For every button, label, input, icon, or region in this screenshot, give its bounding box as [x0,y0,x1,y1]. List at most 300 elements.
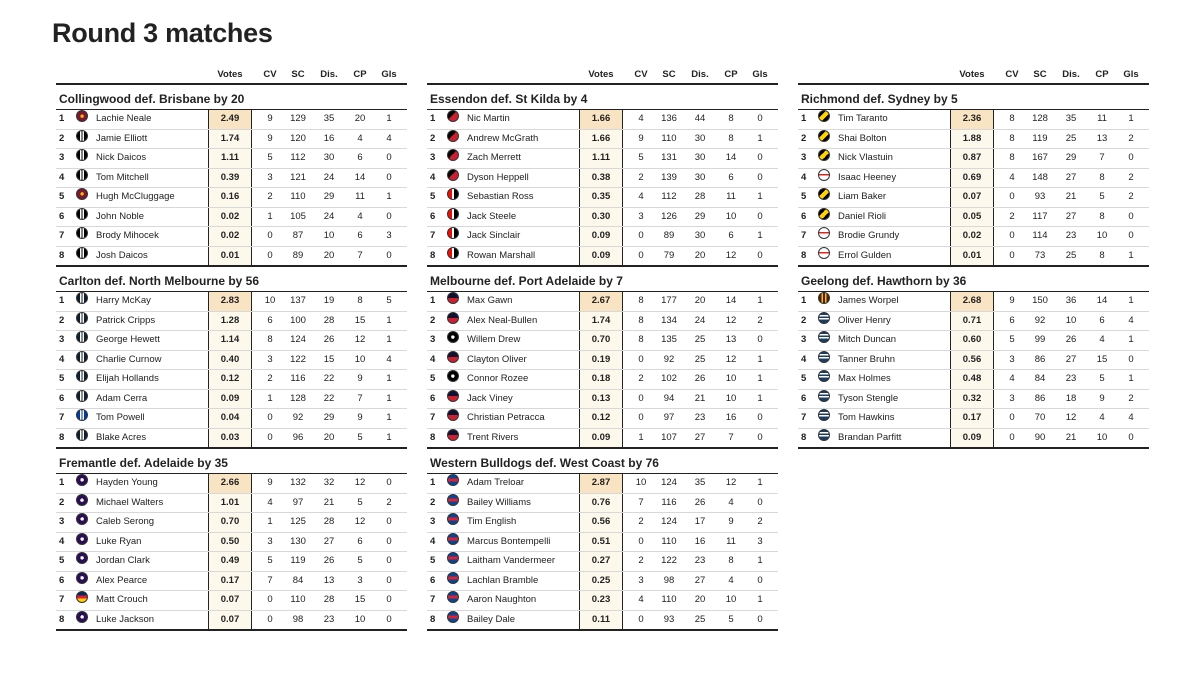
st-kilda-logo-icon [447,227,459,239]
stat-cp: 10 [354,613,366,625]
table-row [798,130,1149,150]
player-name: Nic Martin [467,113,510,124]
rank: 2 [430,314,436,326]
stat-cv: 1 [267,516,273,527]
table-row [798,331,1149,351]
stat-cp: 10 [1096,431,1108,443]
match-title: Western Bulldogs def. West Coast by 76 [427,453,778,474]
table-row [56,611,407,632]
fremantle-logo-icon [76,533,88,545]
stat-cp: 7 [357,249,363,261]
geelong-logo-icon [818,370,830,382]
stat-cp: 10 [725,210,737,222]
rank: 3 [430,152,436,163]
stat-cv: 9 [267,113,273,124]
table-row [427,149,778,169]
stat-cv: 8 [638,295,644,306]
stat-gls: 2 [1128,171,1134,183]
stat-cv: 3 [638,574,644,586]
table-row [56,130,407,150]
player-name: Nick Daicos [96,152,147,163]
table-row [798,429,1149,450]
column-header [798,62,1149,85]
stat-cv: 0 [638,613,644,625]
stat-dis: 27 [694,431,706,443]
header-gls: Gls [1123,69,1139,80]
port-adelaide-logo-icon [447,370,459,382]
stat-cv: 8 [267,334,273,345]
stat-gls: 0 [386,249,392,261]
rank: 4 [430,535,436,547]
rank: 4 [59,171,65,183]
collingwood-logo-icon [76,149,88,161]
stat-cp: 8 [1099,210,1105,222]
stat-cp: 20 [354,113,366,124]
stat-cv: 3 [267,171,273,183]
table-row [427,312,778,332]
stat-gls: 0 [757,496,763,508]
stat-sc: 107 [661,431,677,443]
stat-dis: 25 [694,613,706,625]
rank: 6 [430,392,436,404]
match-title: Richmond def. Sydney by 5 [798,89,1149,110]
stat-sc: 97 [292,496,304,508]
player-name: Rowan Marshall [467,249,536,261]
table-row [56,331,407,351]
rank: 4 [801,171,807,183]
player-name: Max Gawn [467,295,513,306]
stat-cv: 0 [638,249,644,261]
stat-votes: 0.76 [591,496,611,508]
fremantle-logo-icon [76,611,88,623]
rank: 3 [801,334,807,345]
stat-dis: 30 [323,152,335,163]
player-name: Lachie Neale [96,113,152,124]
table-row [798,409,1149,429]
table-row [427,169,778,189]
table-row [56,591,407,611]
table-row [427,390,778,410]
rank: 2 [801,314,807,326]
stat-dis: 10 [1065,314,1077,326]
stat-cp: 14 [725,295,737,306]
match-column [427,62,778,631]
stat-cv: 4 [1009,373,1015,384]
stat-votes: 2.87 [591,477,611,488]
stat-sc: 90 [1034,431,1046,443]
stat-votes: 2.66 [220,477,240,488]
player-name: Josh Daicos [96,249,148,261]
carlton-logo-icon [76,312,88,324]
stat-gls: 0 [386,535,392,547]
stat-dis: 25 [694,353,706,365]
header-sc: SC [662,69,676,80]
player-name: Harry McKay [96,295,151,306]
stat-votes: 1.01 [220,496,240,508]
stat-dis: 15 [323,353,335,365]
stat-cp: 12 [354,477,366,488]
player-name: James Worpel [838,295,899,306]
stat-votes: 0.39 [220,171,240,183]
player-name: Luke Jackson [96,613,155,625]
stat-cv: 0 [638,392,644,404]
stat-sc: 102 [661,373,677,384]
player-name: Trent Rivers [467,431,519,443]
match-title: Essendon def. St Kilda by 4 [427,89,778,110]
st-kilda-logo-icon [447,188,459,200]
stat-votes: 0.04 [220,412,240,423]
rank: 7 [430,230,436,241]
stat-gls: 0 [757,152,763,163]
stat-votes: 0.01 [220,249,240,261]
match-table [427,89,778,267]
rank: 1 [430,477,436,488]
stat-gls: 1 [1128,249,1134,261]
stat-cv: 0 [638,412,644,423]
rank: 6 [801,210,807,222]
player-name: Adam Treloar [467,477,525,488]
stat-cp: 14 [1096,295,1108,306]
stat-votes: 0.02 [220,210,240,222]
stat-cv: 4 [638,113,644,124]
stat-dis: 23 [1065,230,1077,241]
stat-votes: 1.11 [592,152,610,163]
table-row [427,611,778,632]
table-row [798,390,1149,410]
western-bulldogs-logo-icon [447,552,459,564]
stat-sc: 92 [1034,314,1046,326]
stat-votes: 0.48 [962,373,982,384]
stat-votes: 0.30 [591,210,611,222]
stat-cv: 1 [638,431,644,443]
hawthorn-logo-icon [818,292,830,304]
stat-gls: 0 [1128,353,1134,365]
stat-cp: 15 [354,594,366,605]
stat-cv: 9 [638,132,644,144]
stat-gls: 0 [757,334,763,345]
stat-dis: 28 [323,314,335,326]
carlton-logo-icon [76,370,88,382]
stat-votes: 0.60 [962,334,982,345]
stat-gls: 1 [386,392,392,404]
richmond-logo-icon [818,208,830,220]
stat-votes: 0.03 [220,431,240,443]
stat-gls: 1 [757,594,763,605]
rank: 8 [801,249,807,261]
stat-cv: 7 [638,496,644,508]
geelong-logo-icon [818,331,830,343]
rank: 2 [430,132,436,144]
table-row [798,208,1149,228]
stat-cv: 3 [1009,392,1015,404]
stat-cp: 6 [728,171,734,183]
stat-cv: 2 [638,373,644,384]
collingwood-logo-icon [76,208,88,220]
stat-cp: 10 [725,392,737,404]
rank: 5 [59,373,65,384]
stat-cv: 2 [638,555,644,566]
rank: 8 [430,431,436,443]
rank: 2 [59,496,65,508]
stat-cv: 0 [267,594,273,605]
rank: 6 [430,574,436,586]
match-table [427,271,778,449]
stat-cp: 8 [357,295,363,306]
fremantle-logo-icon [76,552,88,564]
header-sc: SC [291,69,305,80]
stat-votes: 0.18 [591,373,611,384]
stat-dis: 22 [323,392,335,404]
sydney-logo-icon [818,247,830,259]
rank: 4 [430,353,436,365]
essendon-logo-icon [447,110,459,122]
stat-sc: 128 [290,392,306,404]
player-name: Tim Taranto [838,113,888,124]
stat-votes: 1.28 [220,314,240,326]
stat-gls: 2 [1128,392,1134,404]
stat-cv: 3 [638,210,644,222]
stat-dis: 29 [694,210,706,222]
stat-cp: 6 [357,535,363,547]
stat-cv: 4 [1009,171,1015,183]
stat-gls: 1 [386,191,392,202]
fremantle-logo-icon [76,513,88,525]
adelaide-logo-icon [76,591,88,603]
match-title: Fremantle def. Adelaide by 35 [56,453,407,474]
table-row [56,474,407,494]
player-name: Nick Vlastuin [838,152,893,163]
stat-gls: 0 [386,477,392,488]
st-kilda-logo-icon [447,208,459,220]
header-gls: Gls [752,69,768,80]
geelong-logo-icon [818,409,830,421]
stat-gls: 0 [1128,230,1134,241]
carlton-logo-icon [76,390,88,402]
stat-sc: 93 [663,613,675,625]
player-name: Dyson Heppell [467,171,529,183]
stat-sc: 117 [1032,210,1048,222]
stat-sc: 124 [290,334,306,345]
stat-cp: 6 [357,230,363,241]
stat-gls: 1 [386,373,392,384]
stat-cp: 5 [728,613,734,625]
table-row [427,292,778,312]
stat-cp: 12 [725,353,737,365]
stat-cp: 10 [725,373,737,384]
stat-dis: 21 [1065,431,1077,443]
stat-sc: 112 [290,152,306,163]
stat-cp: 12 [354,334,366,345]
stat-cp: 8 [728,555,734,566]
stat-dis: 23 [694,555,706,566]
rank: 8 [801,431,807,443]
western-bulldogs-logo-icon [447,591,459,603]
player-name: Shai Bolton [838,132,887,144]
stat-votes: 0.09 [591,230,611,241]
table-row [427,552,778,572]
rank: 2 [801,132,807,144]
stat-dis: 23 [1065,373,1077,384]
stat-gls: 0 [386,613,392,625]
table-row [56,572,407,592]
stat-votes: 0.13 [591,392,611,404]
table-row [798,351,1149,371]
stat-sc: 124 [661,477,677,488]
table-row [56,149,407,169]
rank: 5 [59,555,65,566]
player-name: Jordan Clark [96,555,150,566]
stat-sc: 112 [661,191,677,202]
stat-cp: 12 [725,314,737,326]
stat-cp: 9 [357,373,363,384]
stat-cp: 10 [725,594,737,605]
stat-gls: 1 [757,230,763,241]
stat-dis: 17 [694,516,706,527]
stat-dis: 26 [1065,334,1077,345]
header-cv: CV [634,69,648,80]
stat-votes: 0.05 [962,210,982,222]
stat-dis: 24 [323,210,335,222]
stat-cp: 4 [728,496,734,508]
player-name: Tanner Bruhn [838,353,896,365]
stat-cv: 2 [1009,210,1015,222]
stat-cp: 6 [357,152,363,163]
stat-cv: 3 [267,353,273,365]
table-row [56,227,407,247]
stat-cv: 2 [267,191,273,202]
richmond-logo-icon [818,110,830,122]
stat-dis: 25 [694,334,706,345]
player-name: Liam Baker [838,191,887,202]
stat-cp: 11 [355,191,365,202]
stat-dis: 10 [323,230,335,241]
stat-cv: 8 [1009,152,1015,163]
table-row [427,351,778,371]
stat-sc: 122 [290,353,306,365]
stat-gls: 2 [757,314,763,326]
collingwood-logo-icon [76,130,88,142]
rank: 1 [59,113,65,124]
geelong-logo-icon [818,312,830,324]
player-name: Max Holmes [838,373,891,384]
stat-votes: 0.12 [220,373,240,384]
stat-gls: 1 [1128,373,1134,384]
stat-sc: 137 [290,295,306,306]
stat-dis: 28 [694,191,706,202]
table-row [798,247,1149,268]
stat-dis: 21 [1065,191,1077,202]
rank: 5 [430,555,436,566]
match-title: Carlton def. North Melbourne by 56 [56,271,407,292]
stat-gls: 4 [386,132,392,144]
stat-cv: 0 [1009,431,1015,443]
stat-cv: 7 [267,574,273,586]
stat-sc: 110 [661,535,677,547]
column-header [56,62,407,85]
player-name: Connor Rozee [467,373,529,384]
collingwood-logo-icon [76,169,88,181]
carlton-logo-icon [76,351,88,363]
richmond-logo-icon [818,149,830,161]
header-cp: CP [724,69,738,80]
player-name: Hugh McCluggage [96,191,175,202]
stat-sc: 89 [292,249,304,261]
header-votes: Votes [588,69,614,80]
table-row [56,494,407,514]
stat-sc: 129 [290,113,306,124]
player-name: Adam Cerra [96,392,148,404]
header-dis: Dis. [691,69,709,80]
stat-cv: 1 [267,210,273,222]
match-column [798,62,1149,449]
stat-sc: 97 [663,412,675,423]
table-row [798,188,1149,208]
rank: 7 [59,412,65,423]
stat-cv: 0 [638,535,644,547]
stat-gls: 4 [386,353,392,365]
stat-votes: 1.66 [591,132,611,144]
stat-votes: 0.56 [591,516,611,527]
rank: 8 [430,249,436,261]
stat-dis: 30 [694,230,706,241]
rank: 8 [59,613,65,625]
header-cv: CV [1005,69,1019,80]
rank: 3 [59,152,65,163]
rank: 5 [801,191,807,202]
stat-gls: 2 [1128,191,1134,202]
melbourne-logo-icon [447,312,459,324]
stat-cp: 4 [1099,412,1105,423]
stat-cp: 5 [1099,373,1105,384]
column-header [427,62,778,85]
table-row [427,130,778,150]
table-row [798,149,1149,169]
stat-dis: 27 [323,535,335,547]
match-table [56,271,407,449]
stat-dis: 19 [323,295,335,306]
table-row [798,227,1149,247]
stat-votes: 0.17 [220,574,240,586]
stat-votes: 0.69 [962,171,982,183]
match-table [56,453,407,631]
stat-cp: 12 [725,477,737,488]
stat-sc: 126 [661,210,677,222]
table-row [427,227,778,247]
stat-gls: 1 [386,412,392,423]
stat-votes: 0.09 [220,392,240,404]
stat-cv: 9 [267,477,273,488]
header-cv: CV [263,69,277,80]
stat-votes: 0.07 [220,613,240,625]
stat-cp: 14 [354,171,366,183]
stat-sc: 128 [1032,113,1048,124]
header-votes: Votes [959,69,985,80]
stat-cp: 15 [354,314,366,326]
stat-votes: 0.19 [591,353,611,365]
table-row [56,513,407,533]
rank: 8 [430,613,436,625]
stat-cv: 0 [267,613,273,625]
rank: 5 [430,191,436,202]
rank: 7 [59,594,65,605]
player-name: Alex Pearce [96,574,148,586]
stat-votes: 0.32 [962,392,982,404]
stat-cp: 15 [1096,353,1108,365]
stat-cp: 10 [354,353,366,365]
player-name: Aaron Naughton [467,594,537,605]
stat-gls: 1 [1128,334,1134,345]
fremantle-logo-icon [76,494,88,506]
